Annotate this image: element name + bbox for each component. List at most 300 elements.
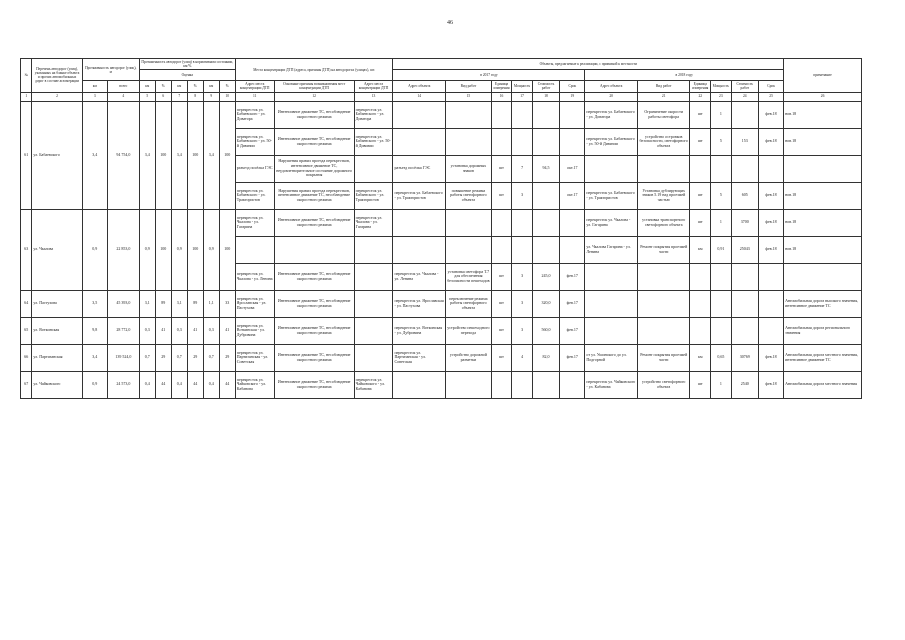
normative-km: 0,7 [203,344,219,371]
sub-header: Срок [560,81,585,92]
object-2017-cost: 82,0 [532,344,559,371]
sub-header: Адрес места концентрации ДТП [354,81,393,92]
object-2017-cost [532,182,559,209]
object-2017-unit: шт [491,317,512,344]
road-length: 3,5 [82,290,107,317]
row-number: 66 [21,344,32,371]
normative-km: 0,9 [171,209,187,290]
normative-pct: 89 [187,290,203,317]
normative-km: 0,3 [139,317,155,344]
object-2018-capacity [711,317,732,344]
sub-header: % [219,81,235,92]
object-2018-term: фев.18 [759,182,784,209]
col-number: 6 [155,92,171,101]
object-2018-capacity: 1 [711,371,732,398]
object-2017-term: окт.17 [560,155,585,182]
row-note: Автомобильная дорога местного значения, интенсивное движение ТС [784,344,862,371]
object-2017-address [393,101,446,128]
sub-header: км [139,81,155,92]
road-length: 3,4 [82,101,107,209]
object-2017-unit [491,236,512,263]
object-2017-unit: шт [491,155,512,182]
normative-km: 0,3 [171,317,187,344]
dtp-address-2: перекресток ул. Бабаевского - ул. Трактористов [354,182,393,209]
normative-km: 3,1 [139,290,155,317]
object-2018-term [759,155,784,182]
sub-header: км [203,81,219,92]
dtp-address-2 [354,263,393,290]
dtp-address [235,236,274,263]
object-2018-unit [690,290,711,317]
object-2017-work: установка дорожных знаков [446,155,492,182]
road-length: 0,9 [82,371,107,398]
dtp-cause: Интенсивное движение ТС, несоблюдение скоростного режима [274,209,354,236]
street-name: ул. Бабаевского [32,101,82,209]
object-2017-capacity: 3 [512,182,533,209]
sub-header: Срок [759,81,784,92]
road-length-m: 94 754,0 [107,101,139,209]
column-number-row [21,92,862,101]
object-2018-term [759,317,784,344]
normative-pct: 41 [155,317,171,344]
street-name: ул. Партизанская [32,344,82,371]
object-2017-work: установка светофора Т.7 для обеспечения безопасности пешеходов [446,263,492,290]
col-rating-header: Оценка [139,70,235,81]
object-2017-term: фев.17 [560,317,585,344]
road-length-m: 28 772,0 [107,317,139,344]
object-2018-work: Установка дублирующих знаков 5.19 над проезжей частью [637,182,690,209]
object-2017-unit: шт [491,344,512,371]
sub-header: км [82,81,107,92]
table-row [21,317,862,344]
object-2018-capacity [711,263,732,290]
street-name: ул. Пастухова [32,290,82,317]
object-2017-capacity [512,371,533,398]
object-2017-term [560,236,585,263]
object-2017-capacity: 3 [512,317,533,344]
object-2018-address [585,317,638,344]
object-2017-capacity: 3 [512,290,533,317]
object-2018-cost [731,263,758,290]
object-2017-cost: 245,0 [532,263,559,290]
sub-header: Единица измерения [690,81,711,92]
normative-km: 0,7 [171,344,187,371]
object-2018-term: фев.18 [759,209,784,236]
sub-header: Адрес объекта [393,81,446,92]
dtp-address-2: перекресток ул. Бабаевского - ул. Доватора [354,101,393,128]
row-number: 61 [21,101,32,209]
normative-km: 0,4 [203,371,219,398]
object-2018-cost: 2540 [731,371,758,398]
sub-header: % [155,81,171,92]
object-2017-term: окт.17 [560,182,585,209]
row-note: нов.18 [784,101,862,128]
col-number: 3 [82,92,107,101]
col-number: 10 [219,92,235,101]
road-length-m: 22 853,0 [107,209,139,290]
dtp-cause: Нарушения правил проезда перекрестков, интенсивное движение ТС, неудовлетворительное состояние дорожного покрытия [274,155,354,182]
sub-header: Адрес места концентрации ДТП [235,81,274,92]
object-2018-capacity: 0,91 [711,236,732,263]
object-2018-cost: 25043 [731,236,758,263]
col-number: 21 [637,92,690,101]
object-2017-term: фев.17 [560,290,585,317]
table-row [21,371,862,398]
normative-pct: 29 [219,344,235,371]
dtp-address-2 [354,155,393,182]
normative-pct: 41 [187,317,203,344]
object-2018-address [585,290,638,317]
dtp-address: перекресток ул. Воткинская - ул. Дубровина [235,317,274,344]
col-number: 14 [393,92,446,101]
object-2017-work [446,101,492,128]
object-2017-unit: шт [491,182,512,209]
normative-pct: 89 [155,290,171,317]
normative-pct: 44 [187,371,203,398]
sub-header: всего [107,81,139,92]
object-2018-work [637,155,690,182]
dtp-address: перекресток ул. Бабаевского - ул. Доватора [235,101,274,128]
object-2018-term [759,263,784,290]
road-length: 9,8 [82,317,107,344]
road-length-m: 139 524,0 [107,344,139,371]
sub-header: Основные причины возникновения мест концентрации ДТП [274,81,354,92]
object-2018-capacity: 1 [711,209,732,236]
col-dtp-header: Места концентрации ДТП (адреса, причины ДТП) на автодорогах (улицах), шт. [235,59,393,81]
normative-pct: 44 [219,371,235,398]
table-body [21,101,862,398]
object-2018-work [637,263,690,290]
object-2018-term: фев.18 [759,371,784,398]
row-number: 64 [21,290,32,317]
dtp-cause: Интенсивное движение ТС, несоблюдение скоростного режима [274,290,354,317]
object-2017-capacity [512,236,533,263]
object-2018-unit [690,317,711,344]
object-2018-capacity: 5 [711,128,732,155]
col-number: 17 [512,92,533,101]
row-note: Автомобильная дорога высокого значения, интенсивное движение ТС [784,290,862,317]
object-2017-capacity [512,101,533,128]
object-2018-unit [690,263,711,290]
object-2018-address: перекресток ул. Бабаевского - ул. Доватора [585,101,638,128]
object-2017-address: перекресток ул. Воткинская - ул. Дубровина [393,317,446,344]
object-2018-address: ул. Чкалова Гагарина - ул. Ленина [585,236,638,263]
normative-km: 3,4 [171,101,187,209]
object-2018-cost [731,155,758,182]
table-row [21,209,862,236]
object-2017-unit: шт [491,290,512,317]
col-objects-header: Объекты, предлагаемые к реализации, с привязкой к местности [393,59,784,70]
object-2018-cost [731,101,758,128]
col-number: 22 [690,92,711,101]
object-2017-address [393,209,446,236]
dtp-address: перекресток ул. Партизанская - ул. Советская [235,344,274,371]
sub-header: км [171,81,187,92]
object-2018-capacity: 1 [711,101,732,128]
dtp-cause: Интенсивное движение ТС, несоблюдение скоростного режима [274,128,354,155]
object-2018-capacity [711,290,732,317]
col-number: 7 [171,92,187,101]
object-2017-work: повышение режима работы светофорного объекта [446,182,492,209]
normative-km: 0,3 [203,317,219,344]
street-name: ул. Воткинская [32,317,82,344]
row-number: 65 [21,317,32,344]
normative-km: 0,9 [203,209,219,290]
page-number: 46 [447,20,453,26]
object-2018-term: фев.18 [759,128,784,155]
object-2018-unit: шт [690,182,711,209]
object-2018-address: перекресток ул. Чайковского - ул. Кабанова [585,371,638,398]
sub-header: Вид работ [446,81,492,92]
object-2017-term: фев.17 [560,344,585,371]
normative-km: 3,4 [139,101,155,209]
object-2018-address: перекресток ул. Чкалова - ул. Гагарина [585,209,638,236]
road-length: 3,4 [82,344,107,371]
sub-header: % [187,81,203,92]
normative-pct: 44 [155,371,171,398]
dtp-cause: Интенсивное движение ТС, несоблюдение скоростного режима [274,344,354,371]
object-2018-unit: шт [690,209,711,236]
normative-pct: 100 [155,209,171,290]
sub-header: Вид работ [637,81,690,92]
col-number: 23 [711,92,732,101]
dtp-cause: Интенсивное движение ТС, несоблюдение скоростного режима [274,101,354,128]
col-number: 8 [187,92,203,101]
normative-km: 3,1 [171,290,187,317]
object-2017-term [560,128,585,155]
object-2017-term [560,209,585,236]
object-2017-work: устройство дорожной разметки [446,344,492,371]
object-2017-term: фев.17 [560,263,585,290]
object-2017-work [446,128,492,155]
normative-pct: 100 [187,101,203,209]
object-2017-unit [491,209,512,236]
object-2018-cost: 30769 [731,344,758,371]
year-2017-header: в 2017 году [393,70,585,81]
col-length-header: Протяженность автодорог (улиц), м [82,59,139,81]
dtp-address: разъезд посёлка ГЭС [235,155,274,182]
normative-km: 0,4 [139,371,155,398]
object-2018-unit: шт [690,371,711,398]
dtp-address: перекресток ул. Чкалова - ул. Гагарина [235,209,274,236]
normative-pct: 100 [187,209,203,290]
dtp-address-2: перекресток ул. Чкалова - ул. Гагарина [354,209,393,236]
normative-km: 3,4 [203,101,219,209]
col-street-header: Перечень автодорог (улиц), указанных на бланке объекта и прочих автомобильных дорог в составе агломерации [32,59,82,93]
object-2018-work: Ремонт покрытия проезжей части [637,344,690,371]
col-number: 1 [21,92,32,101]
object-2017-cost [532,101,559,128]
dtp-cause: Интенсивное движение ТС, несоблюдение скоростного режима [274,371,354,398]
object-2017-capacity: 3 [512,263,533,290]
object-2018-work: устройство светофорного объекта [637,371,690,398]
col-number: 15 [446,92,492,101]
col-number: 12 [274,92,354,101]
object-2017-cost [532,236,559,263]
document-table [20,58,862,399]
dtp-address-2: перекресток ул. Чайковского - ул. Кабанова [354,371,393,398]
object-2018-capacity: 0,65 [711,344,732,371]
object-2018-work [637,290,690,317]
object-2018-cost: 605 [731,182,758,209]
table-header [21,59,862,102]
object-2018-work: Ограничение скорости работы светофора [637,101,690,128]
object-2018-cost: 153 [731,128,758,155]
sub-header: Мощность [711,81,732,92]
object-2017-cost: 320,0 [532,290,559,317]
object-2018-term: фев.18 [759,344,784,371]
row-note [784,263,862,290]
object-2017-work: устройство пешеходного перехода [446,317,492,344]
object-2017-cost: 94,5 [532,155,559,182]
street-name: ул. Чайковского [32,371,82,398]
road-length-m: 45 393,0 [107,290,139,317]
dtp-address: перекресток ул. Чайковского - ул. Кабанова [235,371,274,398]
object-2018-unit: км [690,236,711,263]
col-number: 18 [532,92,559,101]
row-note: Автомобильная дорога регионального значения [784,317,862,344]
dtp-address-2 [354,236,393,263]
col-number: 19 [560,92,585,101]
object-2017-address [393,371,446,398]
normative-km: 0,4 [171,371,187,398]
normative-pct: 33 [219,290,235,317]
object-2017-work: переключение режима работы светофорного объекта [446,290,492,317]
table-row [21,101,862,128]
row-note: нов.18 [784,236,862,263]
object-2017-cost [532,371,559,398]
col-number: 4 [107,92,139,101]
object-2017-term [560,101,585,128]
sub-header: Адрес объекта [585,81,638,92]
dtp-cause [274,236,354,263]
row-note: нов.18 [784,128,862,155]
dtp-cause: Интенсивное движение ТС, несоблюдение скоростного режима [274,263,354,290]
col-number: 16 [491,92,512,101]
object-2018-work: устройство островков безопасности, светофорного объекта [637,128,690,155]
dtp-address: перекресток ул. Бабаевского - ул. 50-й Дивизии [235,128,274,155]
object-2018-unit: шт [690,128,711,155]
object-2018-address [585,155,638,182]
object-2018-term: фев.18 [759,236,784,263]
object-2018-address: от ул. Ушинского до ул. Подгорной [585,344,638,371]
sub-header: Единица измерения [491,81,512,92]
row-number: 67 [21,371,32,398]
object-2017-cost [532,128,559,155]
col-normative-header: Протяженность автодорог (улиц) в нормативном состоянии, км/% [139,59,235,70]
col-note-header: примечание [784,59,862,93]
normative-pct: 100 [155,101,171,209]
row-note: Автомобильная дорога местного значения [784,371,862,398]
normative-pct: 41 [219,317,235,344]
object-2018-address: перекресток ул. Бабаевского - ул. 50-й Дивизии [585,128,638,155]
normative-pct: 29 [155,344,171,371]
object-2017-capacity: 4 [512,344,533,371]
col-number: 25 [759,92,784,101]
row-note [784,155,862,182]
object-2018-work: Ремонт покрытия проезжей части [637,236,690,263]
object-2017-work [446,371,492,398]
dtp-address: перекресток ул. Чкалова - ул. Ленина [235,263,274,290]
dtp-address-2 [354,344,393,371]
sub-header: Стоимость работ [731,81,758,92]
object-2017-work [446,209,492,236]
row-note: нов.18 [784,182,862,209]
object-2017-address: перекресток ул. Чкалова - ул. Ленина [393,263,446,290]
object-2017-address: перекресток ул. Ярославская - ул. Пастухова [393,290,446,317]
road-length-m: 24 573,0 [107,371,139,398]
object-2018-term: фев.18 [759,101,784,128]
object-2017-term [560,371,585,398]
dtp-address: перекресток ул. Ярославская - ул. Пастухова [235,290,274,317]
object-2017-capacity: 7 [512,155,533,182]
normative-km: 0,9 [139,209,155,290]
road-length: 0,9 [82,209,107,290]
object-2017-unit [491,128,512,155]
object-2018-unit: шт [690,101,711,128]
dtp-address-2 [354,290,393,317]
dtp-address-2: перекресток ул. Бабаевского - ул. 50-й Дивизии [354,128,393,155]
col-number: 9 [203,92,219,101]
object-2018-unit: км [690,344,711,371]
object-2018-capacity [711,155,732,182]
dtp-address-2 [354,317,393,344]
normative-pct: 29 [187,344,203,371]
object-2017-cost [532,209,559,236]
object-2018-unit [690,155,711,182]
object-2018-address [585,263,638,290]
col-num-header: № [21,59,32,93]
object-2017-capacity [512,128,533,155]
row-note: нов.18 [784,209,862,236]
col-number: 2 [32,92,82,101]
object-2017-address: перекресток ул. Бабаевского - ул. Трактористов [393,182,446,209]
object-2017-address: перекресток ул. Партизанская - ул. Советская [393,344,446,371]
object-2017-unit: шт [491,263,512,290]
dtp-cause: Нарушения правил проезда перекрестков, интенсивное движение ТС, несоблюдение скоростного режима [274,182,354,209]
normative-pct: 100 [219,101,235,209]
col-number: 11 [235,92,274,101]
normative-km: 0,7 [139,344,155,371]
object-2017-unit [491,371,512,398]
object-2017-address [393,236,446,263]
sub-header: Мощность [512,81,533,92]
col-number: 24 [731,92,758,101]
row-number: 63 [21,209,32,290]
object-2017-unit [491,101,512,128]
sub-header: Стоимость работ [532,81,559,92]
year-2018-header: в 2018 году [585,70,784,81]
object-2018-cost: 3700 [731,209,758,236]
object-2018-capacity: 5 [711,182,732,209]
object-2017-address [393,128,446,155]
object-2018-work [637,317,690,344]
street-name: ул. Чкалова [32,209,82,290]
object-2018-cost [731,317,758,344]
object-2018-cost [731,290,758,317]
normative-km: 1,1 [203,290,219,317]
col-number: 20 [585,92,638,101]
object-2018-work: установка транспортного светофорного объекта [637,209,690,236]
col-number: 13 [354,92,393,101]
object-2018-address: перекресток ул. Бабаевского - ул. Трактористов [585,182,638,209]
col-number: 26 [784,92,862,101]
object-2017-work [446,236,492,263]
col-number: 5 [139,92,155,101]
dtp-cause: Интенсивное движение ТС, несоблюдение скоростного режима [274,317,354,344]
normative-pct: 100 [219,209,235,290]
table-row [21,344,862,371]
